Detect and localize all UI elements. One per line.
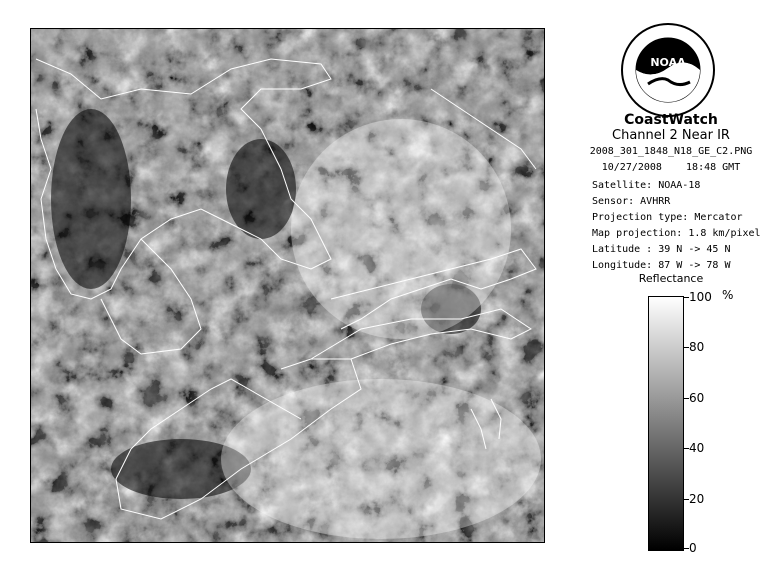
info-panel [560, 0, 782, 572]
colorbar-label: 20 [689, 492, 705, 506]
logo-text: NOAA [650, 56, 686, 69]
noaa-logo [620, 22, 716, 118]
colorbar-label: 100 [689, 290, 712, 304]
satellite-image [30, 28, 545, 543]
info-sensor: Sensor: AVHRR [592, 196, 671, 207]
colorbar-label: 40 [689, 441, 705, 455]
reflectance-colorbar [648, 296, 684, 551]
info-projection-type: Projection type: Mercator [592, 212, 743, 223]
colorbar-label: 80 [689, 340, 705, 354]
brand-title: CoastWatch [624, 112, 718, 128]
info-satellite: Satellite: NOAA-18 [592, 180, 701, 191]
info-longitude: Longitude: 87 W -> 78 W [592, 260, 731, 271]
info-latitude: Latitude : 39 N -> 45 N [592, 244, 731, 255]
colorbar-label: 0 [689, 541, 697, 555]
date-time: 10/27/2008 18:48 GMT [601, 162, 741, 173]
channel-label: Channel 2 Near IR [612, 128, 730, 143]
info-map-projection: Map projection: 1.8 km/pixel [592, 228, 761, 239]
legend-unit: % [722, 288, 734, 302]
legend-title: Reflectance [638, 272, 704, 285]
colorbar-label: 60 [689, 391, 705, 405]
file-name: 2008_301_1848_N18_GE_C2.PNG [589, 146, 753, 157]
